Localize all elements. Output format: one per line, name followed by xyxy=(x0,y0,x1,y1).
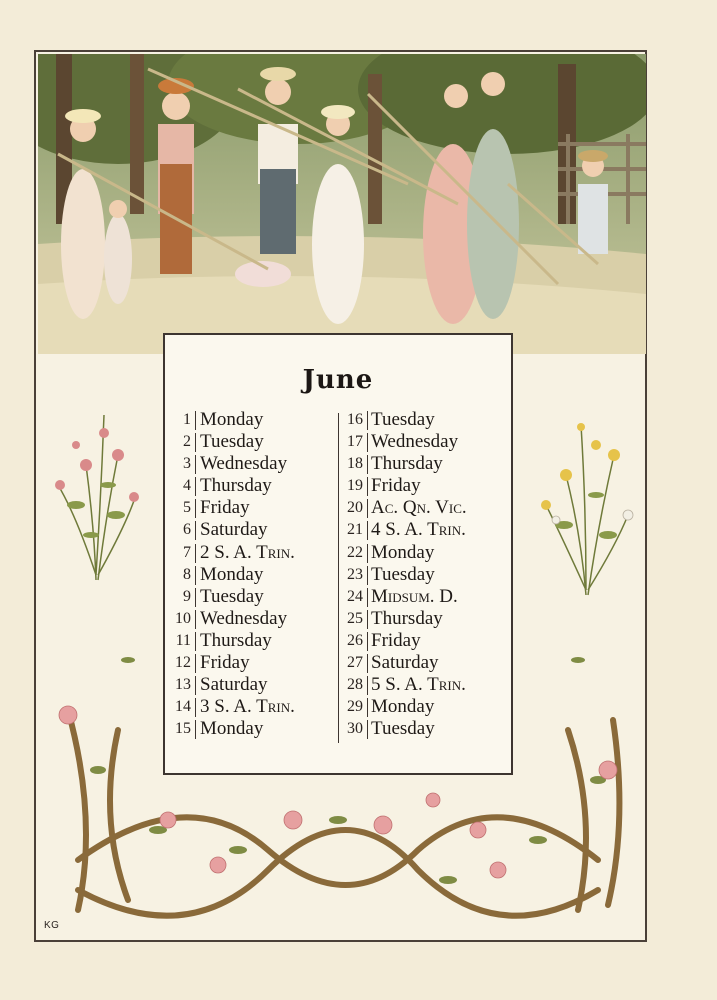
row-separator xyxy=(367,566,368,585)
day-number: 29 xyxy=(347,698,363,716)
day-number: 11 xyxy=(175,631,191,649)
row-separator xyxy=(195,433,196,452)
row-separator xyxy=(367,588,368,607)
day-label: Friday xyxy=(200,497,250,519)
wildflower-bouquet-right-icon xyxy=(536,415,636,600)
day-label: Monday xyxy=(200,563,264,585)
day-label: Monday xyxy=(371,696,435,718)
day-label: Saturday xyxy=(371,652,439,674)
day-number: 9 xyxy=(183,587,191,605)
day-number: 24 xyxy=(347,587,363,605)
artist-monogram: KG xyxy=(44,920,60,931)
day-label: 3 S. A. Trin. xyxy=(200,696,295,718)
day-label: Saturday xyxy=(200,519,268,541)
row-separator xyxy=(367,455,368,474)
day-number: 12 xyxy=(175,654,191,672)
month-title: June xyxy=(302,365,374,395)
row-separator xyxy=(367,477,368,496)
row-separator xyxy=(367,521,368,540)
day-label: Friday xyxy=(200,652,250,674)
day-number: 25 xyxy=(347,609,363,627)
day-label: Saturday xyxy=(200,674,268,696)
day-number: 17 xyxy=(347,433,363,451)
row-separator xyxy=(367,499,368,518)
day-label: Thursday xyxy=(371,453,443,475)
day-label: Midsum. D. xyxy=(371,585,458,607)
row-separator xyxy=(195,455,196,474)
row-separator xyxy=(195,588,196,607)
day-label: Thursday xyxy=(200,629,272,651)
day-label: 4 S. A. Trin. xyxy=(371,519,466,541)
day-label: Monday xyxy=(371,541,435,563)
row-separator xyxy=(195,544,196,563)
day-number: 10 xyxy=(175,609,191,627)
day-label: Thursday xyxy=(200,475,272,497)
row-separator xyxy=(367,544,368,563)
day-number: 8 xyxy=(183,565,191,583)
day-number: 3 xyxy=(183,455,191,473)
day-number: 26 xyxy=(347,631,363,649)
day-label: Tuesday xyxy=(371,718,435,740)
day-label: 5 S. A. Trin. xyxy=(371,674,466,696)
row-separator xyxy=(367,411,368,430)
day-number: 20 xyxy=(347,499,363,517)
day-label: Wednesday xyxy=(200,607,288,629)
day-label: Tuesday xyxy=(371,563,435,585)
harvest-illustration xyxy=(38,54,646,354)
day-label: Thursday xyxy=(371,607,443,629)
day-number: 22 xyxy=(347,543,363,561)
day-label: Tuesday xyxy=(371,409,435,430)
day-number: 23 xyxy=(347,565,363,583)
day-number: 4 xyxy=(183,477,191,495)
day-number: 1 xyxy=(183,411,191,428)
day-number: 27 xyxy=(347,654,363,672)
day-number: 28 xyxy=(347,676,363,694)
row-separator xyxy=(195,499,196,518)
day-label: Tuesday xyxy=(200,585,264,607)
day-number: 21 xyxy=(347,521,363,539)
day-number: 5 xyxy=(183,499,191,517)
row-separator xyxy=(195,411,196,430)
day-number: 30 xyxy=(347,720,363,738)
day-number: 14 xyxy=(175,698,191,716)
day-label: Tuesday xyxy=(200,431,264,453)
wildflower-bouquet-left-icon xyxy=(46,405,146,585)
day-label: Friday xyxy=(371,629,421,651)
rose-vine-trellis-icon xyxy=(38,620,643,930)
day-label: Ac. Qn. Vic. xyxy=(371,497,467,519)
day-number: 16 xyxy=(347,411,363,428)
row-separator xyxy=(195,521,196,540)
row-separator xyxy=(195,477,196,496)
day-number: 15 xyxy=(175,720,191,738)
day-label: Wednesday xyxy=(371,431,459,453)
day-number: 6 xyxy=(183,521,191,539)
day-number: 2 xyxy=(183,433,191,451)
row-separator xyxy=(367,433,368,452)
day-label: Wednesday xyxy=(200,453,288,475)
day-label: Monday xyxy=(200,718,264,740)
day-label: Monday xyxy=(200,409,264,430)
day-label: Friday xyxy=(371,475,421,497)
day-number: 13 xyxy=(175,676,191,694)
day-label: 2 S. A. Trin. xyxy=(200,541,295,563)
day-number: 18 xyxy=(347,455,363,473)
row-separator xyxy=(195,566,196,585)
day-number: 19 xyxy=(347,477,363,495)
day-number: 7 xyxy=(183,543,191,561)
